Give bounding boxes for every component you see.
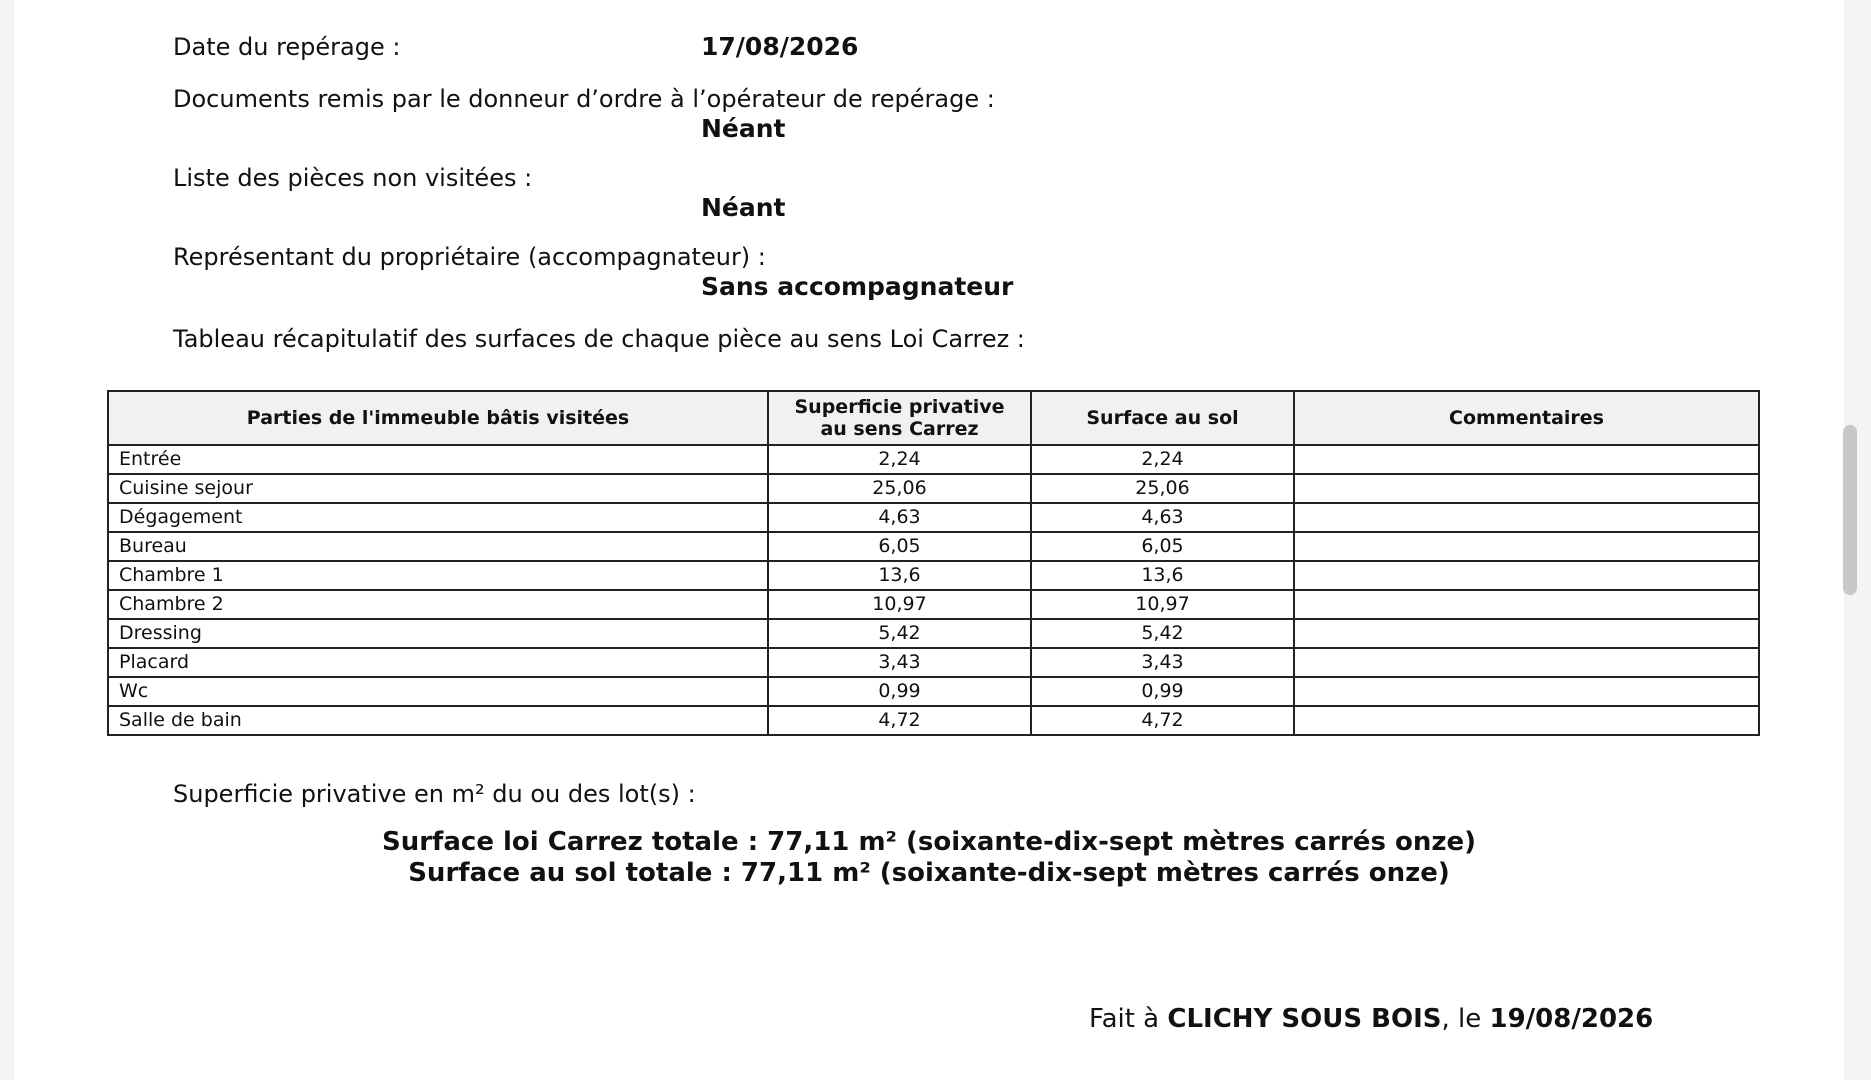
tableau-label: Tableau récapitulatif des surfaces de chaque pièce au sens Loi Carrez : (173, 325, 1025, 353)
representant-label: Représentant du propriétaire (accompagnateur) : (173, 243, 766, 271)
signature-line (1089, 1003, 1653, 1035)
table-row (108, 503, 1759, 532)
carrez-total: Surface loi Carrez totale : 77,11 m² (soixante-dix-sept mètres carrés onze) (382, 827, 1476, 857)
cell-carrez: 5,42 (768, 619, 1031, 648)
cell-commentaire (1294, 532, 1759, 561)
cell-carrez: 10,97 (768, 590, 1031, 619)
cell-commentaire (1294, 619, 1759, 648)
representant-value: Sans accompagnateur (701, 272, 1014, 301)
date-label: Date du repérage : (173, 33, 401, 61)
cell-commentaire (1294, 503, 1759, 532)
table-row (108, 677, 1759, 706)
cell-sol: 3,43 (1031, 648, 1294, 677)
cell-sol: 25,06 (1031, 474, 1294, 503)
header-sol: Surface au sol (1031, 391, 1294, 445)
cell-carrez: 25,06 (768, 474, 1031, 503)
cell-piece: Bureau (108, 532, 768, 561)
superficie-label: Superficie privative en m² du ou des lot(s) : (173, 780, 696, 808)
cell-piece: Placard (108, 648, 768, 677)
cell-piece: Wc (108, 677, 768, 706)
header-carrez: Superficie privative au sens Carrez (768, 391, 1031, 445)
cell-sol: 4,63 (1031, 503, 1294, 532)
table-row (108, 532, 1759, 561)
table-header-row (108, 391, 1759, 445)
pieces-value: Néant (701, 193, 786, 222)
cell-sol: 6,05 (1031, 532, 1294, 561)
cell-commentaire (1294, 677, 1759, 706)
table-row (108, 474, 1759, 503)
cell-commentaire (1294, 706, 1759, 735)
table-row (108, 706, 1759, 735)
cell-commentaire (1294, 590, 1759, 619)
cell-piece: Entrée (108, 445, 768, 474)
cell-sol: 13,6 (1031, 561, 1294, 590)
table-row (108, 561, 1759, 590)
table-row (108, 648, 1759, 677)
cell-piece: Salle de bain (108, 706, 768, 735)
date-value: 17/08/2026 (701, 32, 859, 61)
cell-carrez: 0,99 (768, 677, 1031, 706)
cell-carrez: 4,72 (768, 706, 1031, 735)
signature-city: CLICHY SOUS BOIS (1167, 1004, 1442, 1034)
cell-commentaire (1294, 648, 1759, 677)
documents-label: Documents remis par le donneur d’ordre à l’opérateur de repérage : (173, 85, 995, 113)
table-row (108, 445, 1759, 474)
cell-carrez: 13,6 (768, 561, 1031, 590)
header-parties: Parties de l'immeuble bâtis visitées (108, 391, 768, 445)
cell-piece: Cuisine sejour (108, 474, 768, 503)
cell-carrez: 4,63 (768, 503, 1031, 532)
header-commentaires: Commentaires (1294, 391, 1759, 445)
cell-piece: Chambre 2 (108, 590, 768, 619)
cell-piece: Chambre 1 (108, 561, 768, 590)
table-row (108, 619, 1759, 648)
cell-sol: 5,42 (1031, 619, 1294, 648)
cell-piece: Dressing (108, 619, 768, 648)
cell-commentaire (1294, 561, 1759, 590)
signature-prefix: Fait à (1089, 1004, 1168, 1034)
cell-commentaire (1294, 445, 1759, 474)
cell-piece: Dégagement (108, 503, 768, 532)
cell-sol: 0,99 (1031, 677, 1294, 706)
cell-sol: 2,24 (1031, 445, 1294, 474)
cell-commentaire (1294, 474, 1759, 503)
cell-carrez: 6,05 (768, 532, 1031, 561)
documents-value: Néant (701, 114, 786, 143)
vertical-scrollbar[interactable] (1843, 425, 1857, 595)
pieces-label: Liste des pièces non visitées : (173, 164, 533, 192)
cell-carrez: 2,24 (768, 445, 1031, 474)
cell-sol: 10,97 (1031, 590, 1294, 619)
sol-total: Surface au sol totale : 77,11 m² (soixante-dix-sept mètres carrés onze) (408, 858, 1450, 888)
cell-sol: 4,72 (1031, 706, 1294, 735)
cell-carrez: 3,43 (768, 648, 1031, 677)
surfaces-table (107, 390, 1760, 736)
signature-date: 19/08/2026 (1489, 1004, 1654, 1034)
signature-middle: , le (1441, 1004, 1490, 1034)
table-row (108, 590, 1759, 619)
